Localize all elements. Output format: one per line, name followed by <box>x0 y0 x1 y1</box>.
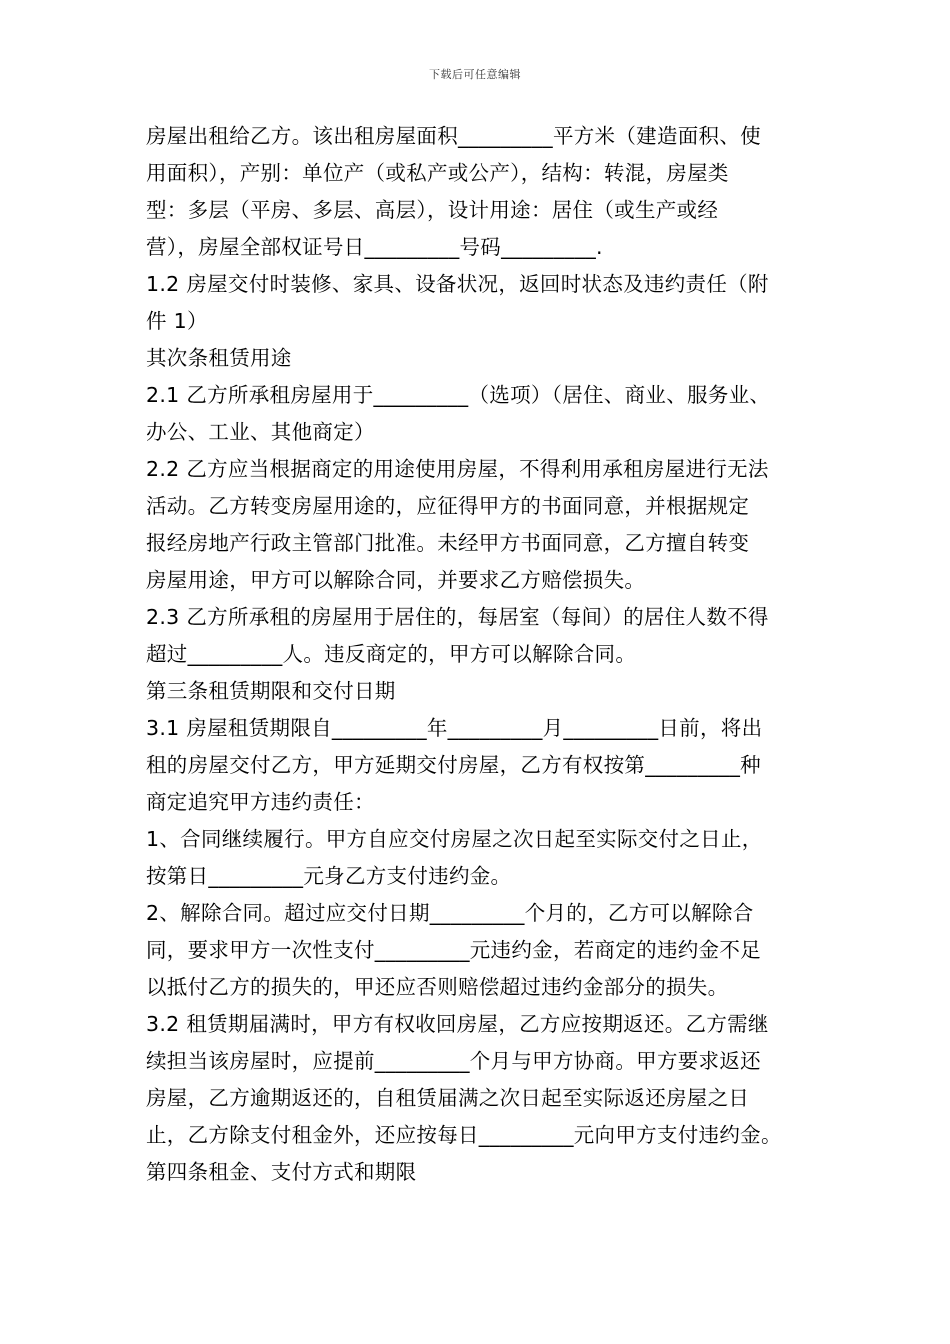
text-line: 1、合同继续履行。甲方自应交付房屋之次日起至实际交付之日止， <box>146 827 763 851</box>
text-line: 止，乙方除支付租金外，还应按每日_________元向甲方支付违约金。 <box>146 1123 782 1147</box>
page-header: 下载后可任意编辑 <box>429 68 521 81</box>
text-line: 营），房屋全部权证号日_________号码_________. <box>146 235 603 259</box>
text-line: 件 1） <box>146 309 208 333</box>
text-line: 房屋出租给乙方。该出租房屋面积_________平方米（建造面积、使 <box>146 124 761 148</box>
text-line: 用面积），产别：单位产（或私产或公产），结构：转混，房屋类 <box>146 161 729 185</box>
text-line: 活动。乙方转变房屋用途的，应征得甲方的书面同意，并根据规定 <box>146 494 750 518</box>
text-line: 报经房地产行政主管部门批准。未经甲方书面同意，乙方擅自转变 <box>146 531 750 555</box>
text-line: 同，要求甲方一次性支付_________元违约金，若商定的违约金不足 <box>146 938 761 962</box>
text-line: 1.2 房屋交付时装修、家具、设备状况，返回时状态及违约责任（附 <box>146 272 769 296</box>
text-line: 型：多层（平房、多层、高层），设计用途：居住（或生产或经 <box>146 198 719 222</box>
text-line: 租的房屋交付乙方，甲方延期交付房屋，乙方有权按第_________种 <box>146 753 761 777</box>
section-heading: 其次条租赁用途 <box>146 346 292 370</box>
text-line: 2.3 乙方所承租的房屋用于居住的，每居室（每间）的居住人数不得 <box>146 605 769 629</box>
text-line: 超过_________人。违反商定的，甲方可以解除合同。 <box>146 642 637 666</box>
text-line: 房屋，乙方逾期返还的，自租赁届满之次日起至实际返还房屋之日 <box>146 1086 750 1110</box>
text-line: 3.2 租赁期届满时，甲方有权收回房屋，乙方应按期返还。乙方需继 <box>146 1012 769 1036</box>
text-line: 按第日_________元身乙方支付违约金。 <box>146 864 512 888</box>
text-line: 办公、工业、其他商定） <box>146 420 375 444</box>
text-line: 以抵付乙方的损失的，甲还应否则赔偿超过违约金部分的损失。 <box>146 975 729 999</box>
text-line: 2.2 乙方应当根据商定的用途使用房屋，不得利用承租房屋进行无法 <box>146 457 769 481</box>
text-line: 商定追究甲方违约责任： <box>146 790 375 814</box>
section-heading: 第三条租赁期限和交付日期 <box>146 679 396 703</box>
document-body <box>146 118 826 1191</box>
text-line: 房屋用途，甲方可以解除合同，并要求乙方赔偿损失。 <box>146 568 646 592</box>
text-line: 续担当该房屋时，应提前_________个月与甲方协商。甲方要求返还 <box>146 1049 761 1073</box>
text-line: 3.1 房屋租赁期限自_________年_________月_________日前，将出 <box>146 716 763 740</box>
text-line: 2、解除合同。超过应交付日期_________个月的，乙方可以解除合 <box>146 901 754 925</box>
section-heading: 第四条租金、支付方式和期限 <box>146 1160 417 1184</box>
text-line: 2.1 乙方所承租房屋用于_________（选项）（居住、商业、服务业、 <box>146 383 771 407</box>
